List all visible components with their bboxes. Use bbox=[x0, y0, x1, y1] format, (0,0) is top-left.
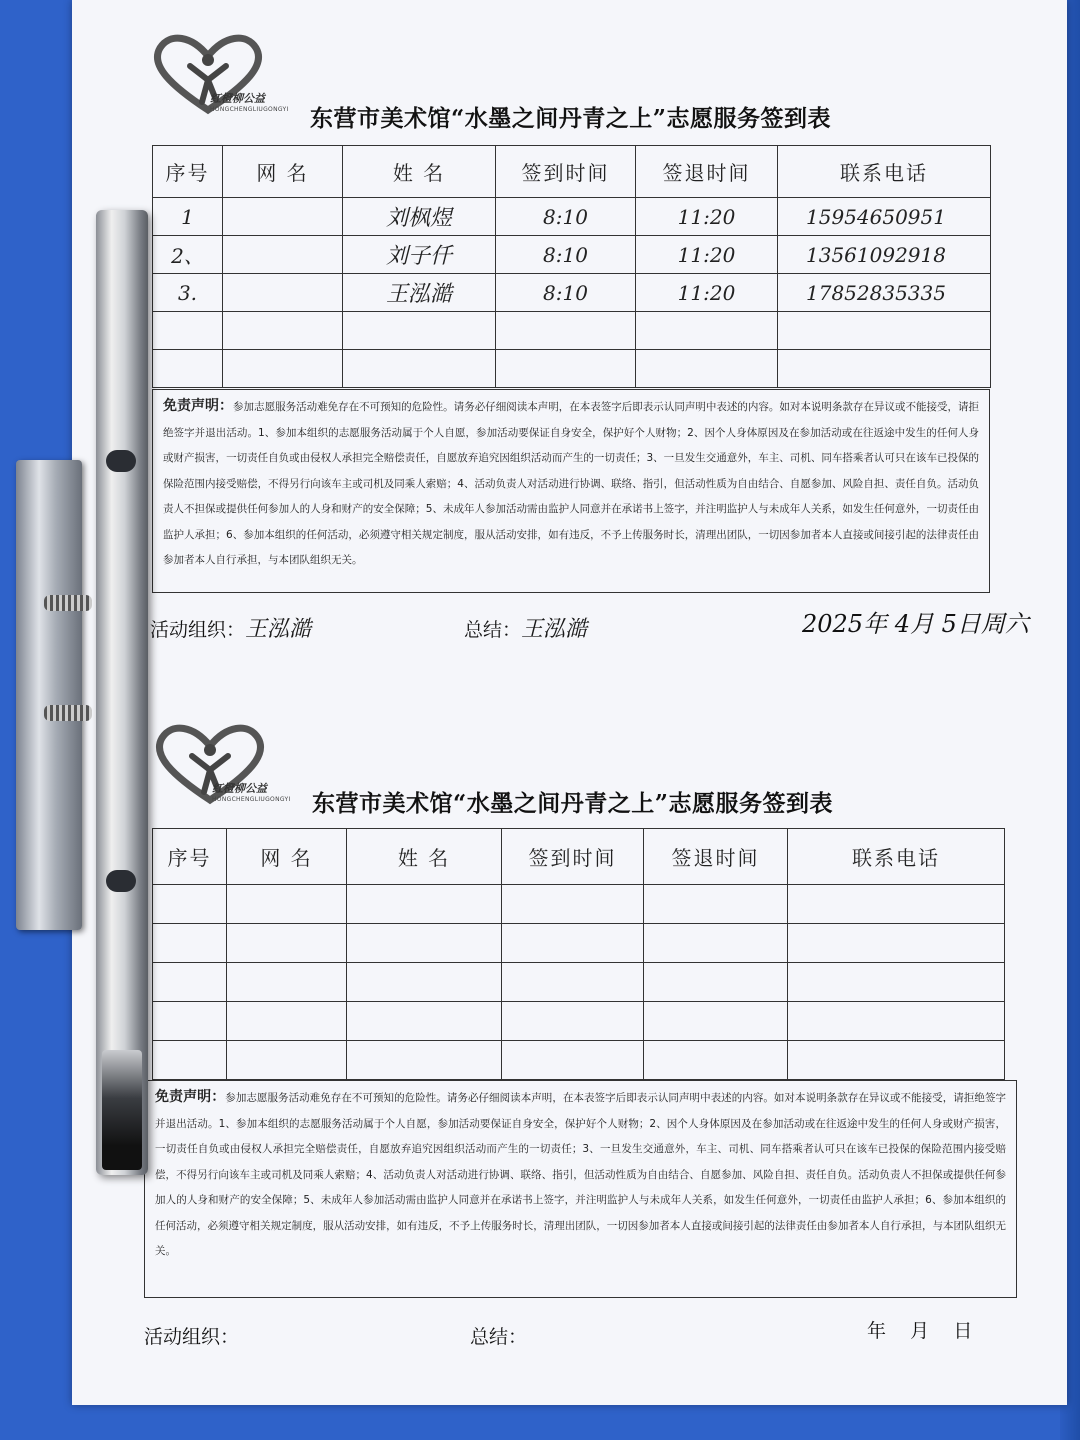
summary-label: 总结： bbox=[464, 619, 522, 641]
logo-sub: HONGCHENGLIUGONGYI bbox=[212, 796, 291, 803]
row-checkin: 8:10 bbox=[496, 198, 636, 236]
row-name bbox=[347, 924, 502, 963]
spring-icon bbox=[44, 595, 92, 611]
row-checkin: 8:10 bbox=[496, 274, 636, 312]
row-alias bbox=[223, 350, 343, 388]
row-checkin bbox=[502, 924, 644, 963]
organizer-line bbox=[150, 612, 311, 643]
row-phone bbox=[788, 1002, 1005, 1041]
row-no bbox=[153, 1041, 227, 1080]
disclaimer-box bbox=[152, 389, 990, 593]
summary-line bbox=[464, 612, 587, 643]
col-header: 网 名 bbox=[223, 146, 343, 198]
disclaimer-box bbox=[144, 1080, 1017, 1298]
table-row bbox=[153, 236, 991, 274]
summary-line bbox=[470, 1322, 527, 1349]
disclaimer-text: 参加志愿服务活动难免存在不可预知的危险性。请务必仔细阅读本声明，在本表签字后即表示认同声明中表述的内容。如对本说明条款存在异议或不能接受，请拒绝签字并退出活动。1、参加本组织的志愿服务活动属于个人自愿，参加活动要保证自身安全，保护好个人财物；2、因个人身体原因及在参加活动或在往返途中发生的任何人身或财产损害，一切责任自负或由侵权人承担完全赔偿责任，自愿放弃追究因组织活动而产生的一切责任；3、一旦发生交通意外，车主、司机、同车搭乘者认可只在该车已投保的保险范围内接受赔偿，不得另行向该车主或司机及同乘人索赔；4、活动负责人对活动进行协调、联络、指引，但活动性质为自由结合、自愿参加、风险自担、责任自负。活动负责人不担保或提供任何参加人的人身和财产的安全保障；5、未成年人参加活动需由监护人同意并在承诺书上签字，并注明监护人与未成年人关系，如发生任何意外，一切责任由监护人承担；6、参加本组织的任何活动，必须遵守相关规定制度，服从活动安排，如有违反，不予上传服务时长，清理出团队，一切因参加者本人直接或间接引起的法律责任由参加者本人自行承担，与本团队组织无关。 bbox=[163, 401, 980, 566]
table-row bbox=[153, 312, 991, 350]
organizer-signature: 王泓澔 bbox=[245, 617, 312, 642]
table-row bbox=[153, 1002, 1005, 1041]
col-header: 签退时间 bbox=[644, 829, 788, 885]
row-phone: 13561092918 bbox=[778, 236, 991, 274]
heart-figure-icon bbox=[150, 30, 289, 120]
row-phone: 17852835335 bbox=[778, 274, 991, 312]
bar-shadow bbox=[102, 1050, 142, 1170]
sign-in-sheet-bottom bbox=[72, 690, 1067, 1405]
col-header: 联系电话 bbox=[788, 829, 1005, 885]
date-line: 年 月 日 bbox=[867, 1320, 973, 1342]
row-alias bbox=[227, 885, 347, 924]
table-row bbox=[153, 1041, 1005, 1080]
row-name bbox=[343, 312, 496, 350]
disclaimer-text: 参加志愿服务活动难免存在不可预知的危险性。请务必仔细阅读本声明，在本表签字后即表示认同声明中表述的内容。如对本说明条款存在异议或不能接受，请拒绝签字并退出活动。1、参加本组织的志愿服务活动属于个人自愿，参加活动要保证自身安全，保护好个人财物；2、因个人身体原因及在参加活动或在往返途中发生的任何人身或财产损害，一切责任自负或由侵权人承担完全赔偿责任，自愿放弃追究因组织活动而产生的一切责任；3、一旦发生交通意外，车主、司机、同车搭乘者认可只在该车已投保的保险范围内接受赔偿，不得另行向该车主或司机及同乘人索赔；4、活动负责人对活动进行协调、联络、指引，但活动性质为自由结合、自愿参加、风险自担、责任自负。活动负责人不担保或提供任何参加人的人身和财产的安全保障；5、未成年人参加活动需由监护人同意并在承诺书上签字，并注明监护人与未成年人关系，如发生任何意外，一切责任由监护人承担；6、参加本组织的任何活动，必须遵守相关规定制度，服从活动安排，如有违反，不予上传服务时长，清理出团队，一切因参加者本人直接或间接引起的法律责任由参加者本人自行承担，与本团队组织无关。 bbox=[155, 1092, 1007, 1257]
row-checkin bbox=[502, 1002, 644, 1041]
table-row bbox=[153, 885, 1005, 924]
logo-brand: 红橙柳公益 bbox=[210, 92, 265, 105]
row-no bbox=[153, 963, 227, 1002]
row-alias bbox=[223, 274, 343, 312]
row-checkin bbox=[502, 1041, 644, 1080]
col-header: 网 名 bbox=[227, 829, 347, 885]
row-name bbox=[343, 350, 496, 388]
row-checkin bbox=[496, 350, 636, 388]
logo-brand: 红橙柳公益 bbox=[212, 782, 267, 795]
summary-label: 总结： bbox=[470, 1326, 528, 1348]
row-checkin: 8:10 bbox=[496, 236, 636, 274]
row-no bbox=[153, 924, 227, 963]
row-checkout: 11:20 bbox=[636, 236, 778, 274]
row-checkin bbox=[502, 885, 644, 924]
row-no: 2、 bbox=[153, 236, 223, 274]
row-name: 刘枫煜 bbox=[343, 198, 496, 236]
row-name: 王泓澔 bbox=[343, 274, 496, 312]
row-phone: 15954650951 bbox=[778, 198, 991, 236]
row-phone bbox=[788, 924, 1005, 963]
col-header: 姓 名 bbox=[347, 829, 502, 885]
table-row bbox=[153, 924, 1005, 963]
row-alias bbox=[223, 312, 343, 350]
sign-in-table bbox=[152, 828, 1005, 1080]
bar-hole bbox=[106, 450, 136, 472]
table-row bbox=[153, 963, 1005, 1002]
sign-in-paper bbox=[72, 0, 1067, 1405]
row-no bbox=[153, 1002, 227, 1041]
row-alias bbox=[227, 1002, 347, 1041]
sign-in-table bbox=[152, 145, 991, 388]
row-checkout: 11:20 bbox=[636, 198, 778, 236]
row-name bbox=[347, 963, 502, 1002]
spring-icon bbox=[44, 705, 92, 721]
row-alias bbox=[227, 1041, 347, 1080]
binder-bar[interactable] bbox=[96, 210, 148, 1175]
organizer-line bbox=[144, 1322, 239, 1349]
sign-in-sheet-top bbox=[72, 0, 1067, 690]
col-header: 序号 bbox=[153, 146, 223, 198]
date-handwritten: 2025年 4月 5日周六 bbox=[802, 610, 1029, 638]
row-phone bbox=[778, 312, 991, 350]
row-no bbox=[153, 350, 223, 388]
col-header: 签退时间 bbox=[636, 146, 778, 198]
row-checkin bbox=[502, 963, 644, 1002]
row-checkout bbox=[636, 312, 778, 350]
row-checkout bbox=[644, 885, 788, 924]
table-row bbox=[153, 350, 991, 388]
row-phone bbox=[788, 1041, 1005, 1080]
row-checkout bbox=[644, 924, 788, 963]
heart-figure-icon bbox=[152, 720, 291, 810]
row-alias bbox=[227, 924, 347, 963]
col-header: 序号 bbox=[153, 829, 227, 885]
table-row bbox=[153, 198, 991, 236]
disclaimer-label: 免责声明： bbox=[155, 1089, 226, 1105]
row-checkout bbox=[644, 1041, 788, 1080]
summary-signature: 王泓澔 bbox=[521, 617, 588, 642]
disclaimer-label: 免责声明： bbox=[163, 398, 234, 414]
row-checkout bbox=[644, 963, 788, 1002]
row-alias bbox=[223, 198, 343, 236]
row-name bbox=[347, 885, 502, 924]
row-name: 刘子仟 bbox=[343, 236, 496, 274]
col-header: 姓 名 bbox=[343, 146, 496, 198]
row-no: 3. bbox=[153, 274, 223, 312]
organizer-label: 活动组织： bbox=[144, 1326, 240, 1348]
row-phone bbox=[788, 885, 1005, 924]
row-checkout bbox=[636, 350, 778, 388]
col-header: 签到时间 bbox=[502, 829, 644, 885]
row-no bbox=[153, 312, 223, 350]
sheet-title: 东营市美术馆“水墨之间丹青之上”志愿服务签到表 bbox=[312, 790, 833, 817]
row-checkin bbox=[496, 312, 636, 350]
sheet-title: 东营市美术馆“水墨之间丹青之上”志愿服务签到表 bbox=[310, 105, 831, 132]
row-no: 1 bbox=[153, 198, 223, 236]
row-phone bbox=[788, 963, 1005, 1002]
row-checkout bbox=[644, 1002, 788, 1041]
bar-hole bbox=[106, 870, 136, 892]
col-header: 联系电话 bbox=[778, 146, 991, 198]
row-phone bbox=[778, 350, 991, 388]
row-name bbox=[347, 1041, 502, 1080]
col-header: 签到时间 bbox=[496, 146, 636, 198]
table-row bbox=[153, 274, 991, 312]
row-checkout: 11:20 bbox=[636, 274, 778, 312]
binder-clip-icon bbox=[16, 460, 82, 930]
row-alias bbox=[227, 963, 347, 1002]
organizer-label: 活动组织： bbox=[150, 619, 246, 641]
row-no bbox=[153, 885, 227, 924]
logo-sub: HONGCHENGLIUGONGYI bbox=[210, 106, 289, 113]
row-alias bbox=[223, 236, 343, 274]
row-name bbox=[347, 1002, 502, 1041]
